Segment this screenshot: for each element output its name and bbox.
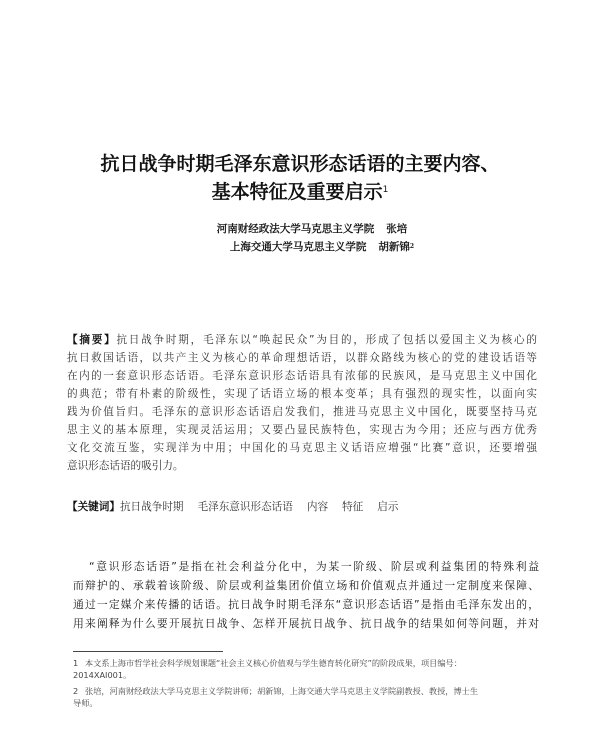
author-footnote-mark: 2 bbox=[409, 243, 415, 250]
footnote-number: 2 bbox=[73, 686, 79, 696]
abstract-line: 在内的一套意识形态话语。毛泽东意识形态话语具有浓郁的民族风，是马克思主义中国化 bbox=[67, 370, 537, 382]
abstract-line: 文化交流互鉴，实现洋为中用；中国化的马克思主义话语应增强“比赛”意识，还要增强 bbox=[67, 442, 537, 454]
footnote-text: 导师。 bbox=[73, 697, 98, 708]
footnote-1 bbox=[73, 658, 539, 681]
author-name: 胡新锦 bbox=[378, 241, 410, 253]
abstract-line: 抗日救国话语，以共产主义为核心的革命理想话语，以群众路线为核心的党的建设话语等 bbox=[67, 352, 537, 364]
paper-title-line-1 bbox=[40, 151, 560, 177]
body-line: 通过一定媒介来传播的话语。抗日战争时期毛泽东“意识形态话语”是指由毛泽东发出的， bbox=[73, 598, 539, 611]
keywords-label: 【关键词】 bbox=[67, 501, 120, 513]
abstract bbox=[67, 331, 537, 475]
footnote-text: 张培，河南财经政法大学马克思主义学院讲师；胡新锦，上海交通大学马克思主义学院副教授、教授，博士生 bbox=[85, 686, 479, 696]
abstract-line: 践为价值旨归。毛泽东的意识形态话语启发我们，推进马克思主义中国化，既要坚持马克 bbox=[67, 406, 537, 418]
keyword: 内容 bbox=[306, 501, 329, 513]
footnote-text: 本文系上海市哲学社会科学规划课题“社会主义核心价值观与学生德育转化研究”的阶段成果，项目编号： bbox=[85, 658, 462, 668]
footnote-text: 2014XAI001。 bbox=[73, 669, 132, 680]
footnote-number: 1 bbox=[73, 658, 79, 668]
paper-title-line-2 bbox=[40, 179, 560, 205]
author-affiliation: 河南财经政法大学马克思主义学院 bbox=[216, 223, 375, 235]
body-line: 用来阐释为什么要开展抗日战争、怎样开展抗日战争、抗日战争的结果如何等问题，并对 bbox=[73, 617, 539, 630]
title-text-2: 基本特征及重要启示 bbox=[211, 181, 383, 203]
author-line-2 bbox=[172, 240, 472, 254]
abstract-line: 思主义的基本原理，实现灵活运用；又要凸显民族特色，实现古为今用；还应与西方优秀 bbox=[67, 424, 537, 436]
body-paragraph bbox=[73, 557, 539, 633]
footnotes bbox=[73, 658, 539, 714]
keyword: 启示 bbox=[377, 501, 399, 513]
keyword: 特征 bbox=[342, 501, 364, 513]
footnote-divider bbox=[73, 651, 223, 652]
author-affiliation: 上海交通大学马克思主义学院 bbox=[229, 241, 367, 253]
abstract-line: 的典范；带有朴素的阶级性，实现了话语立场的根本变革；具有强烈的现实性，以面向实 bbox=[67, 388, 537, 400]
abstract-line: 【摘要】抗日战争时期，毛泽东以“唤起民众”为目的，形成了包括以爱国主义为核心的 bbox=[67, 334, 537, 346]
title-footnote-mark: 1 bbox=[382, 185, 389, 195]
footnote-2 bbox=[73, 686, 539, 709]
title-text-1: 抗日战争时期毛泽东意识形态话语的主要内容、 bbox=[100, 153, 500, 175]
author-name: 张培 bbox=[386, 223, 408, 235]
keyword: 毛泽东意识形态话语 bbox=[197, 501, 293, 513]
keywords bbox=[67, 499, 537, 515]
author-line-1 bbox=[162, 222, 462, 236]
keyword: 抗日战争时期 bbox=[119, 501, 184, 513]
body-line: “意识形态话语”是指在社会利益分化中，为某一阶级、阶层或利益集团的特殊利益 bbox=[89, 560, 539, 573]
abstract-line: 意识形态话语的吸引力。 bbox=[67, 460, 184, 472]
abstract-label: 【摘要】 bbox=[67, 334, 117, 346]
body-line: 而辩护的、承载着该阶级、阶层或利益集团价值立场和价值观点并通过一定制度来保障、 bbox=[73, 579, 539, 592]
